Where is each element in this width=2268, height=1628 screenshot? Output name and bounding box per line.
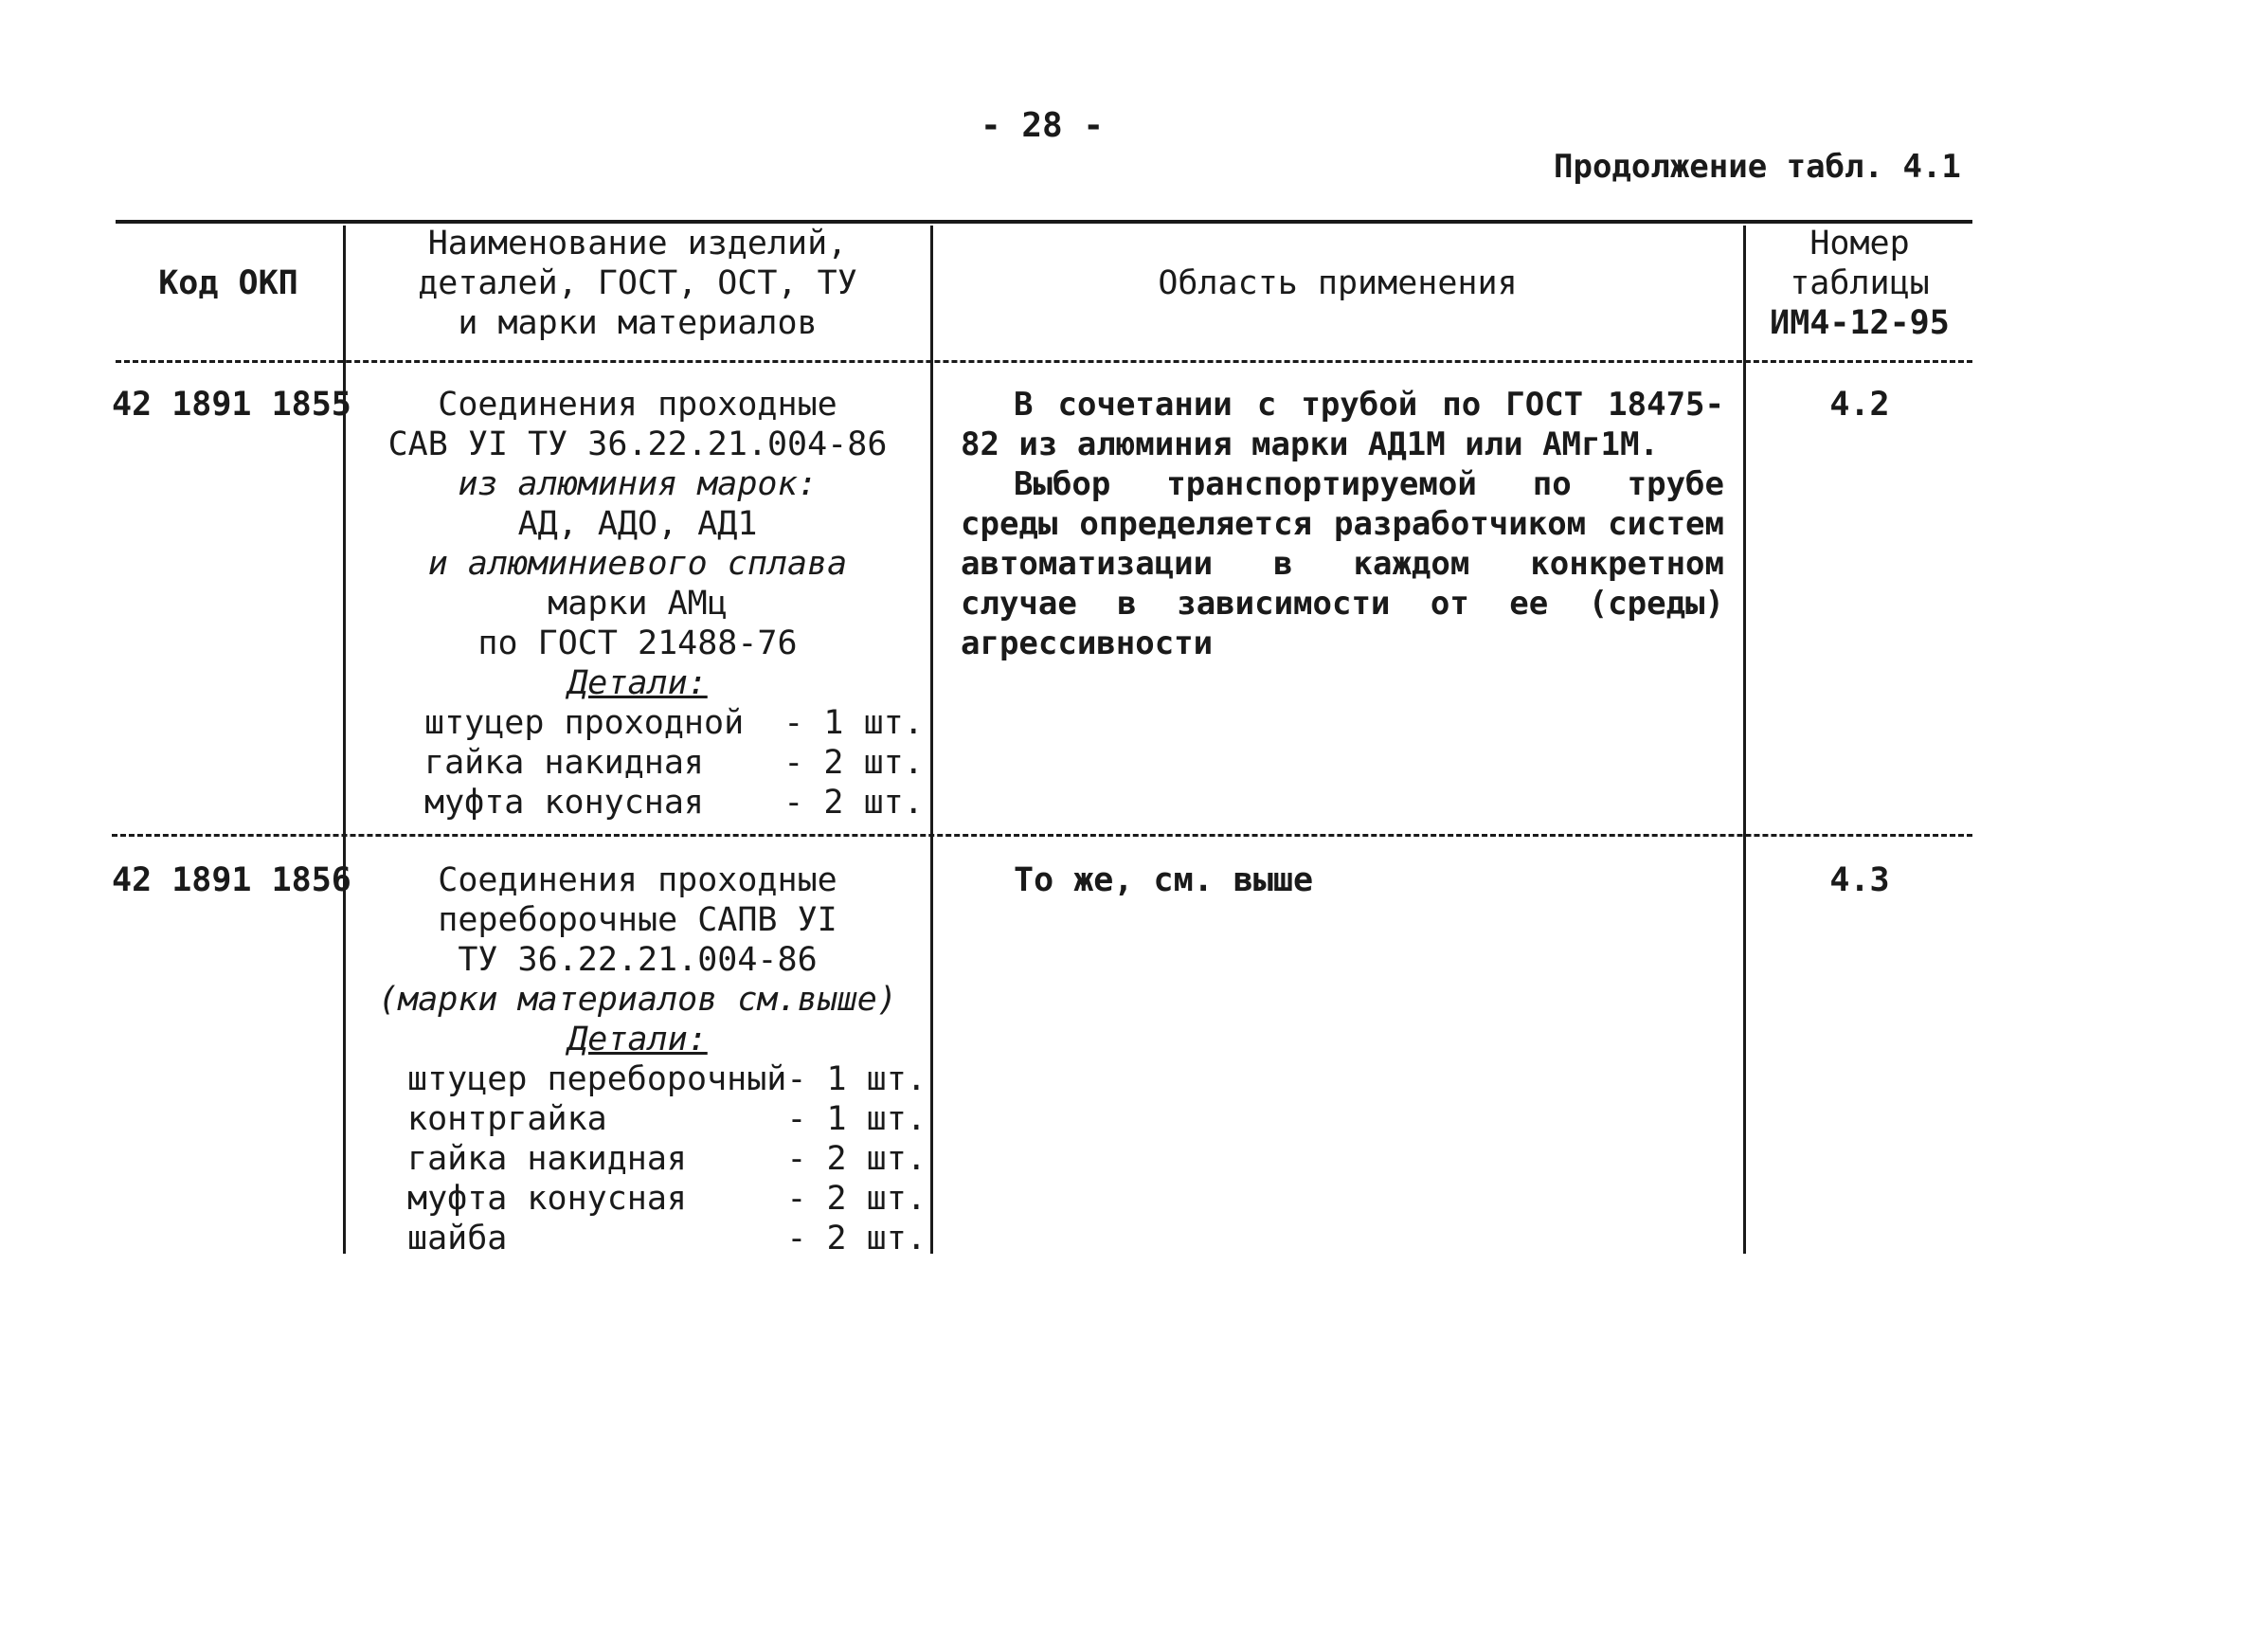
header-table-number: Номер таблицы ИМ4-12-95	[1770, 225, 1950, 342]
table-row-2-application: То же, см. выше	[1014, 861, 1314, 899]
table-row-2-code: 42 1891 1856	[112, 861, 351, 899]
header-divider	[116, 360, 1972, 363]
column-divider-1	[343, 226, 346, 1254]
column-divider-2	[930, 226, 933, 1254]
table-row-2-table-number: 4.3	[1829, 861, 1890, 899]
table-row-2-details: штуцер переборочный- 1 шт. контргайка - 1 шт. гайка накидная - 2 шт. муфта конусная - 2 шт. шайба - 2 шт.	[407, 1060, 927, 1257]
row-divider	[112, 834, 1972, 837]
header-application: Область применения	[1158, 264, 1518, 302]
table-continuation-label: Продолжение табл. 4.1	[1554, 148, 1961, 186]
header-name: Наименование изделий, деталей, ГОСТ, ОСТ, ТУ и марки материалов	[418, 225, 857, 342]
table-row-2-name: Соединения проходные переборочные САПВ УI ТУ 36.22.21.004-86 (марки материалов см.выше) Детали:	[378, 861, 897, 1058]
table-row-1-application: В сочетании с трубой по ГОСТ 18475-82 из алюминия марки АД1М или АМг1М. Выбор транспортируемой по трубе среды определяется разработчиком систем автоматизации в каждом конкретном случае в зависимости от ее (среды) агрессивности	[961, 386, 1724, 662]
table-row-1-table-number: 4.2	[1829, 386, 1890, 424]
table-row-1-code: 42 1891 1855	[112, 386, 351, 424]
table-row-1-name: Соединения проходные САВ УI ТУ 36.22.21.004-86 из алюминия марок: АД, АДО, АД1 и алюминиевого сплава марки АМц по ГОСТ 21488-76 Детали:	[387, 386, 888, 702]
header-code: Код ОКП	[158, 264, 298, 302]
table-row-1-details: штуцер проходной - 1 шт. гайка накидная - 2 шт. муфта конусная - 2 шт.	[424, 704, 924, 822]
column-divider-3	[1743, 226, 1746, 1254]
page-number: - 28 -	[981, 106, 1105, 145]
